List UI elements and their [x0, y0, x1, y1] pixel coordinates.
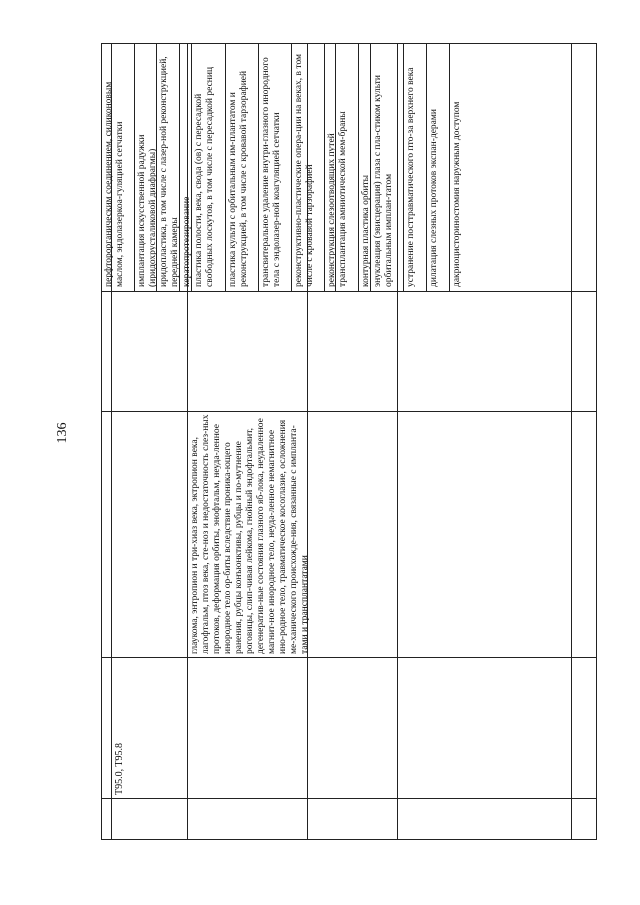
procedure-row — [258, 44, 291, 291]
procedure-row — [426, 44, 449, 291]
procedure-row — [291, 44, 324, 291]
procedure-row — [102, 44, 134, 291]
procedure-text: устранение посттравматического пто-за верхнего века — [406, 67, 416, 287]
procedure-text: реконструкция слезоотводящих путей — [327, 133, 337, 287]
procedure-row — [191, 44, 225, 291]
procedure-row — [134, 44, 156, 291]
procedure-row — [358, 44, 370, 291]
procedure-row — [335, 44, 358, 291]
procedure-text: иридопластика, в том числе с лазер-ной реконструкцией, передней камеры — [159, 56, 180, 287]
procedure-row — [370, 44, 403, 291]
procedure-row — [324, 44, 335, 291]
procedure-text: пластика полости, века, свода (ов) с пересадкой свободных лоскутов, в том числе с пересадкой ресниц — [194, 66, 215, 287]
diagnosis-code: T95.0, T95.8 — [114, 742, 125, 795]
procedure-text: трансвитеральное удаление внутри-глазного инородного тела с эндолазер-ной коагуляцией сетчатки — [261, 57, 282, 287]
procedure-text: кератопротезирование — [182, 196, 192, 287]
procedure-text: дилатация слезных протоков экспан-дерами — [429, 109, 439, 287]
procedure-text: дакриоцисториностомия наружным доступом — [452, 101, 462, 287]
procedure-text: энуклеация (эвисцерация) глаза с пла-стиком культи орбитальным имплан-татом — [373, 75, 394, 287]
procedure-row — [225, 44, 258, 291]
table-divider — [571, 44, 572, 839]
procedures-cell — [102, 44, 462, 291]
procedure-text: реконструктивно-пластические опера-ции на веках, в том числе с кровавой тарзорафией — [294, 53, 315, 287]
table-divider — [102, 411, 596, 412]
procedure-text: имплантация искусственной радужки (иридохрусталиковой диафрагмы) — [137, 134, 158, 287]
diagnosis-text: глаукома, энтропион и три-хиаз века, эктропион века, лагофтальм, птоз века, сте-ноз и недостаточность слез-ных протоков, деформация орбиты, энофтальм, неуда-ленное инородное тело ор-биты вследствие проника-ющего ранения, рубцы конъюнктивы, рубцы и по-мутнение роговицы, слип-чивая лейкома, гнойный эндофтальмит, дегенератив-ные состояния глазного яб-лока, неудаленное магнит-ное инородное тело, неуда-ленное немагнитное ино-родное тело, травматическое косоглазие, осложнения ме-ханического происхожде-ния, связанные с импланта-тами и трансплантатами — [190, 414, 310, 654]
procedure-text: перфторорганическим соединением, силиконовым маслом, эндолазеркоа-гуляцией сетчатки — [104, 81, 125, 287]
procedure-row — [179, 44, 191, 291]
procedure-row — [403, 44, 426, 291]
procedure-text: трансплантация амниотической мем-браны — [338, 111, 348, 287]
page-number: 136 — [55, 422, 70, 444]
code-cell — [111, 657, 187, 798]
procedure-row — [449, 44, 471, 291]
procedure-text: пластика культи с орбитальным им-плантатом и реконструкцией, в том числе с кровавой тарзорафией — [228, 70, 249, 287]
service-table — [101, 43, 597, 840]
diagnosis-cell — [187, 411, 310, 657]
procedure-row — [156, 44, 179, 291]
procedure-text: контурная пластика орбиты — [361, 174, 371, 287]
table-divider — [102, 798, 596, 799]
table-divider — [102, 291, 596, 292]
